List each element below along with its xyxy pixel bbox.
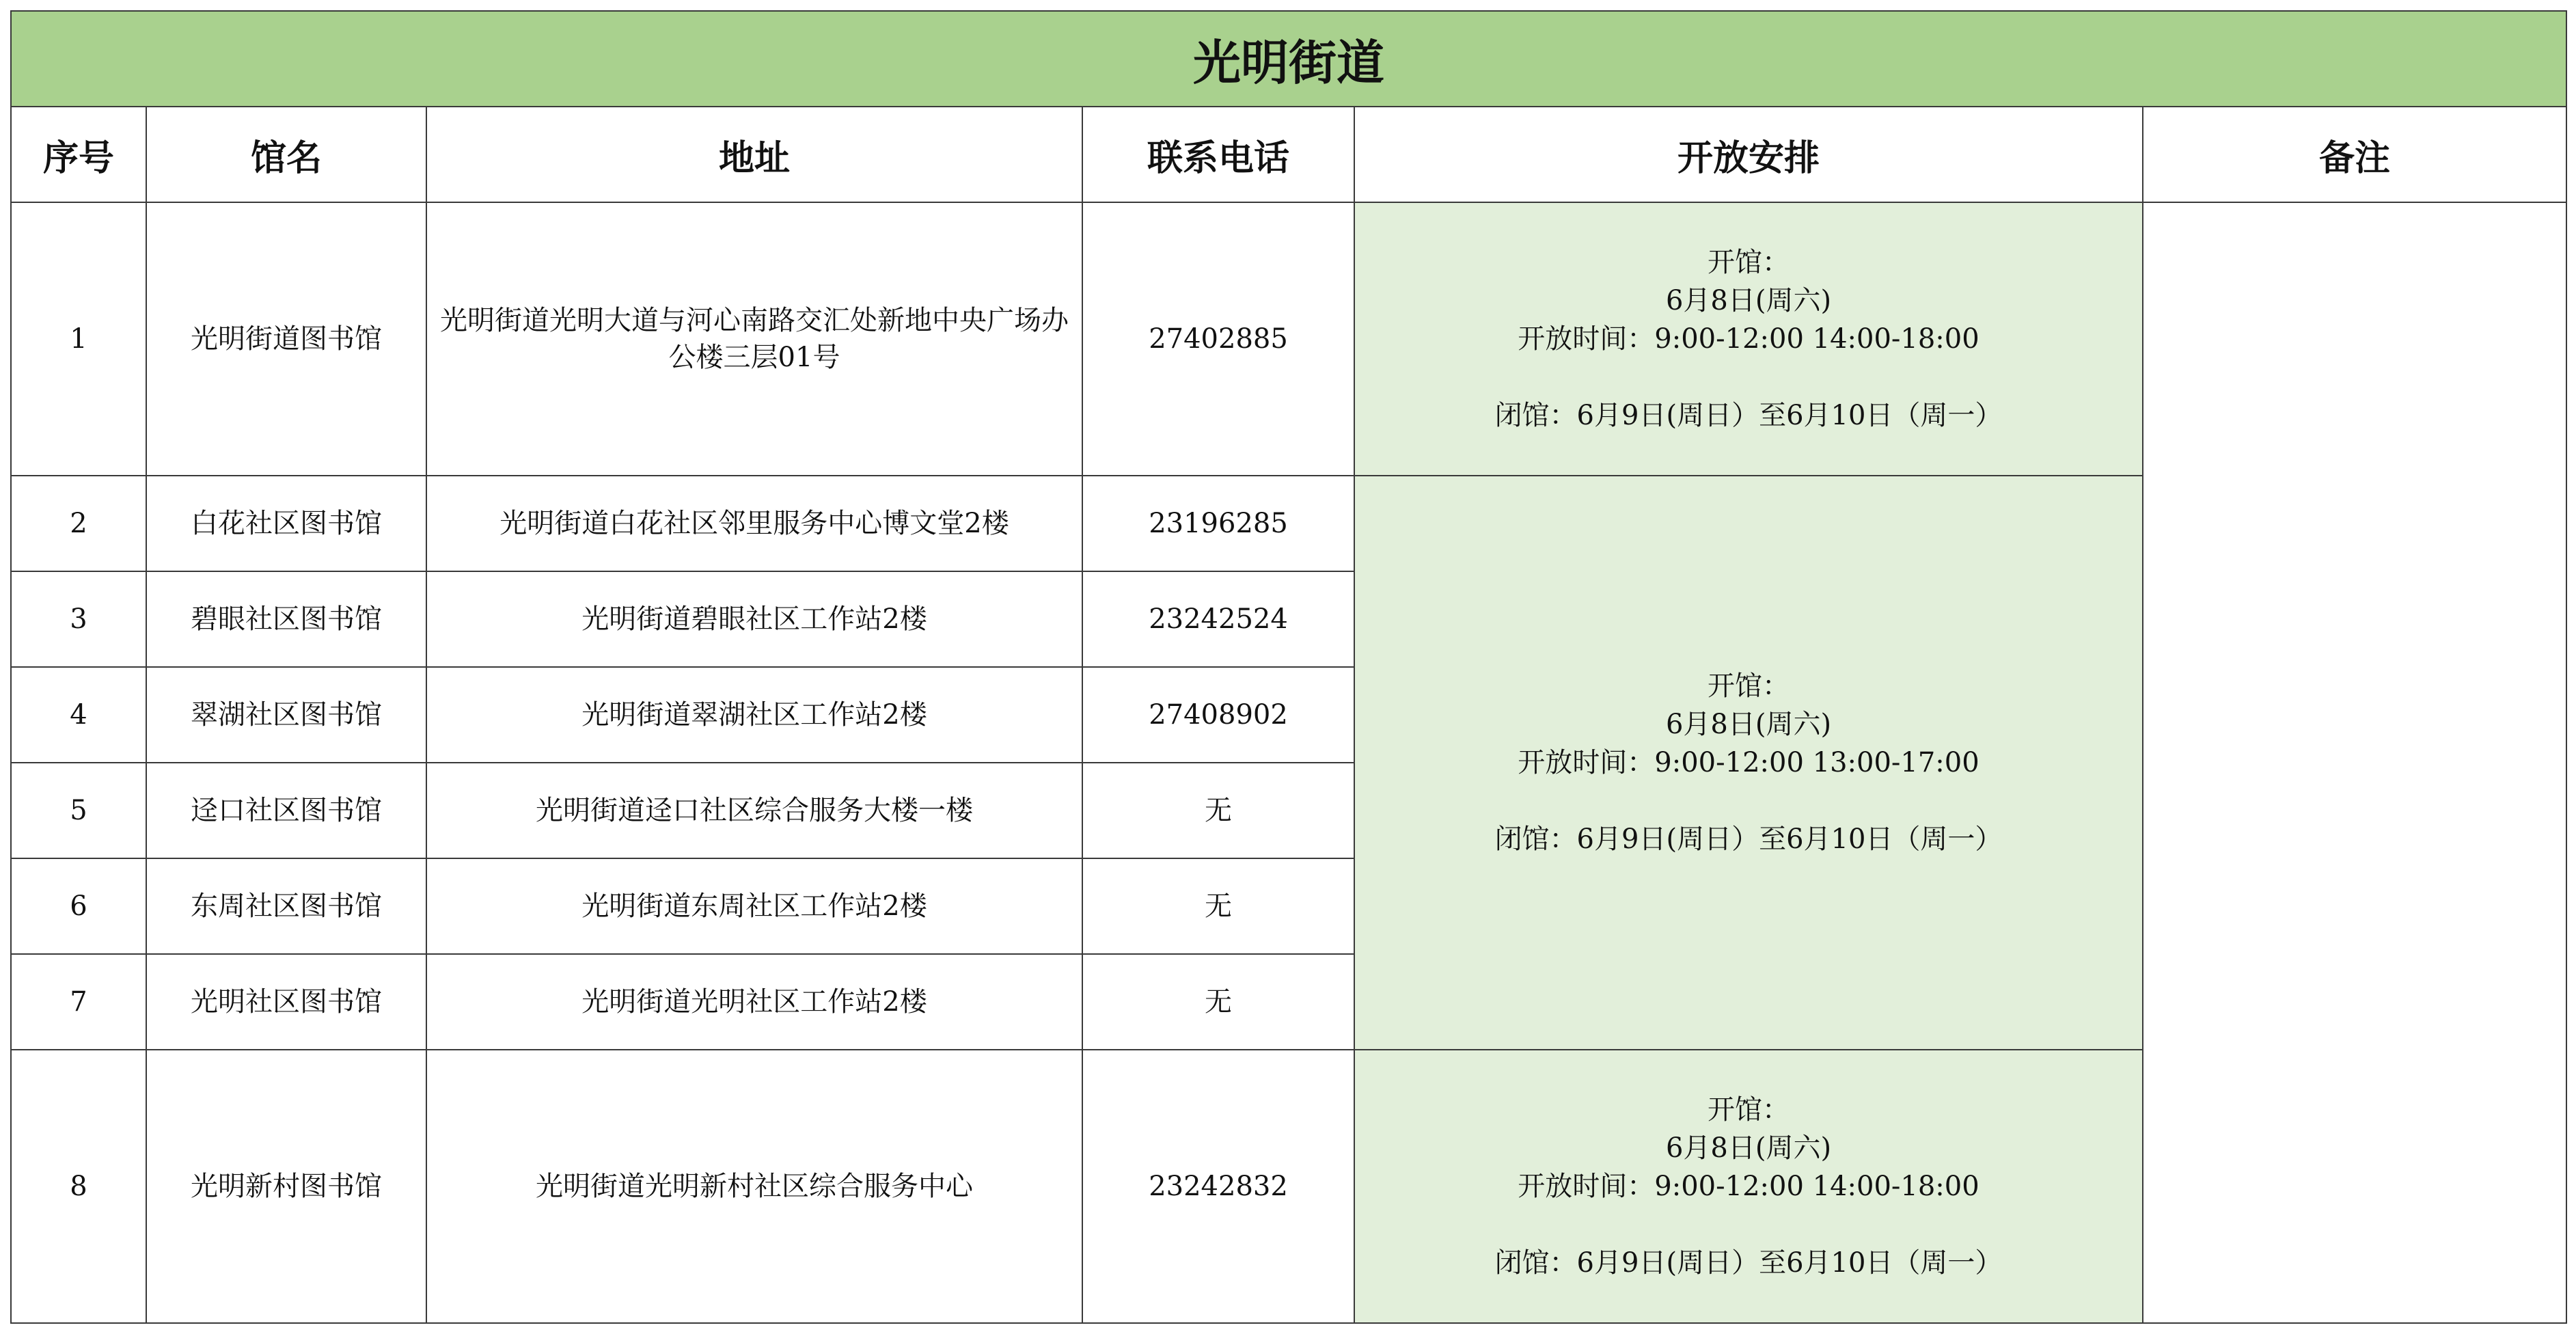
row-address: 光明街道迳口社区综合服务大楼一楼 — [426, 763, 1082, 858]
header-address: 地址 — [426, 107, 1082, 202]
row-library-name: 光明新村图书馆 — [146, 1050, 426, 1323]
schedule-open-date: 6月8日(周六) — [1665, 709, 1832, 740]
schedule-open-date: 6月8日(周六) — [1665, 285, 1832, 316]
library-schedule-table — [10, 10, 2567, 1324]
row-address: 光明街道东周社区工作站2楼 — [426, 858, 1082, 954]
row-address: 光明街道碧眼社区工作站2楼 — [426, 571, 1082, 667]
schedule-cell — [1354, 1050, 2143, 1323]
schedule-hours: 开放时间：9:00-12:00 14:00-18:00 — [1518, 1171, 1979, 1202]
row-phone: 无 — [1082, 763, 1354, 858]
schedule-open-label: 开馆： — [1708, 1094, 1790, 1126]
schedule-cell — [1354, 202, 2143, 476]
schedule-cell — [1354, 476, 2143, 1050]
header-name: 馆名 — [146, 107, 426, 202]
table-title: 光明街道 — [11, 11, 2566, 107]
row-library-name: 白花社区图书馆 — [146, 476, 426, 571]
schedule-hours: 开放时间：9:00-12:00 13:00-17:00 — [1518, 747, 1979, 778]
notes-cell — [2143, 202, 2566, 1323]
row-phone: 27408902 — [1082, 667, 1354, 763]
header-row — [11, 107, 2566, 202]
row-phone: 23196285 — [1082, 476, 1354, 571]
header-index: 序号 — [11, 107, 146, 202]
row-library-name: 光明社区图书馆 — [146, 954, 426, 1050]
schedule-open-date: 6月8日(周六) — [1665, 1132, 1832, 1164]
header-notes: 备注 — [2143, 107, 2566, 202]
header-phone: 联系电话 — [1082, 107, 1354, 202]
row-library-name: 迳口社区图书馆 — [146, 763, 426, 858]
schedule-hours: 开放时间：9:00-12:00 14:00-18:00 — [1518, 323, 1979, 355]
row-phone: 23242832 — [1082, 1050, 1354, 1323]
row-library-name: 东周社区图书馆 — [146, 858, 426, 954]
row-library-name: 翠湖社区图书馆 — [146, 667, 426, 763]
row-index: 5 — [11, 763, 146, 858]
row-address: 光明街道白花社区邻里服务中心博文堂2楼 — [426, 476, 1082, 571]
row-index: 4 — [11, 667, 146, 763]
row-phone: 无 — [1082, 858, 1354, 954]
table-row — [11, 202, 2566, 476]
schedule-open-label: 开馆： — [1708, 670, 1790, 702]
row-address: 光明街道光明大道与河心南路交汇处新地中央广场办公楼三层01号 — [426, 202, 1082, 476]
schedule-closed: 闭馆：6月9日(周日）至6月10日（周一） — [1494, 400, 2003, 431]
row-index: 7 — [11, 954, 146, 1050]
row-library-name: 光明街道图书馆 — [146, 202, 426, 476]
row-address: 光明街道翠湖社区工作站2楼 — [426, 667, 1082, 763]
row-address: 光明街道光明新村社区综合服务中心 — [426, 1050, 1082, 1323]
row-address: 光明街道光明社区工作站2楼 — [426, 954, 1082, 1050]
row-index: 2 — [11, 476, 146, 571]
schedule-open-label: 开馆： — [1708, 247, 1790, 278]
row-index: 8 — [11, 1050, 146, 1323]
row-index: 3 — [11, 571, 146, 667]
row-phone: 23242524 — [1082, 571, 1354, 667]
row-index: 6 — [11, 858, 146, 954]
row-phone: 无 — [1082, 954, 1354, 1050]
row-index: 1 — [11, 202, 146, 476]
row-library-name: 碧眼社区图书馆 — [146, 571, 426, 667]
header-schedule: 开放安排 — [1354, 107, 2143, 202]
row-phone: 27402885 — [1082, 202, 1354, 476]
schedule-closed: 闭馆：6月9日(周日）至6月10日（周一） — [1494, 823, 2003, 855]
schedule-closed: 闭馆：6月9日(周日）至6月10日（周一） — [1494, 1247, 2003, 1279]
